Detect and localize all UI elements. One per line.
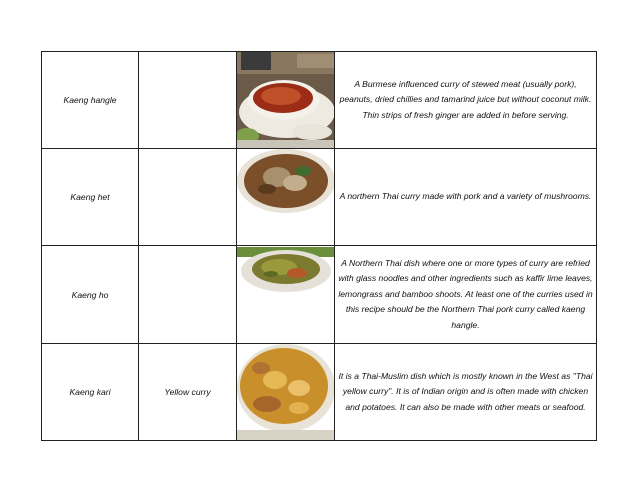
curry-description: It is a Thai-Muslim dish which is mostly known in the West as "Thai yellow curry". It is of Indian origin and is often made with chicken and potatoes. It can also be made with other meats or seafood. — [335, 344, 597, 441]
curry-table — [41, 51, 597, 441]
mushroom-curry-photo — [237, 149, 335, 246]
curry-dish-photo — [237, 52, 335, 149]
curry-name: Kaeng hangle — [42, 52, 139, 149]
curry-description: A northern Thai curry made with pork and a variety of mushrooms. — [335, 149, 597, 246]
curry-name: Kaeng het — [42, 149, 139, 246]
curry-description: A Northern Thai dish where one or more types of curry are refried with glass noodles and other ingredients such as kaffir lime leaves, lemongrass and bamboo shoots. At least one of the curries used in this recipe should be the Northern Thai pork curry called kaeng hangle. — [335, 246, 597, 344]
table-row — [42, 344, 597, 441]
english-name — [139, 52, 237, 149]
table-row — [42, 149, 597, 246]
english-name: Yellow curry — [139, 344, 237, 441]
english-name — [139, 246, 237, 344]
curry-description: A Burmese influenced curry of stewed meat (usually pork), peanuts, dried chillies and tamarind juice but without coconut milk. Thin strips of fresh ginger are added in before serving. — [335, 52, 597, 149]
curry-name: Kaeng kari — [42, 344, 139, 441]
curry-name: Kaeng ho — [42, 246, 139, 344]
noodle-dish-photo — [237, 246, 335, 344]
table-row — [42, 52, 597, 149]
table-row — [42, 246, 597, 344]
english-name — [139, 149, 237, 246]
yellow-curry-photo — [237, 344, 335, 441]
